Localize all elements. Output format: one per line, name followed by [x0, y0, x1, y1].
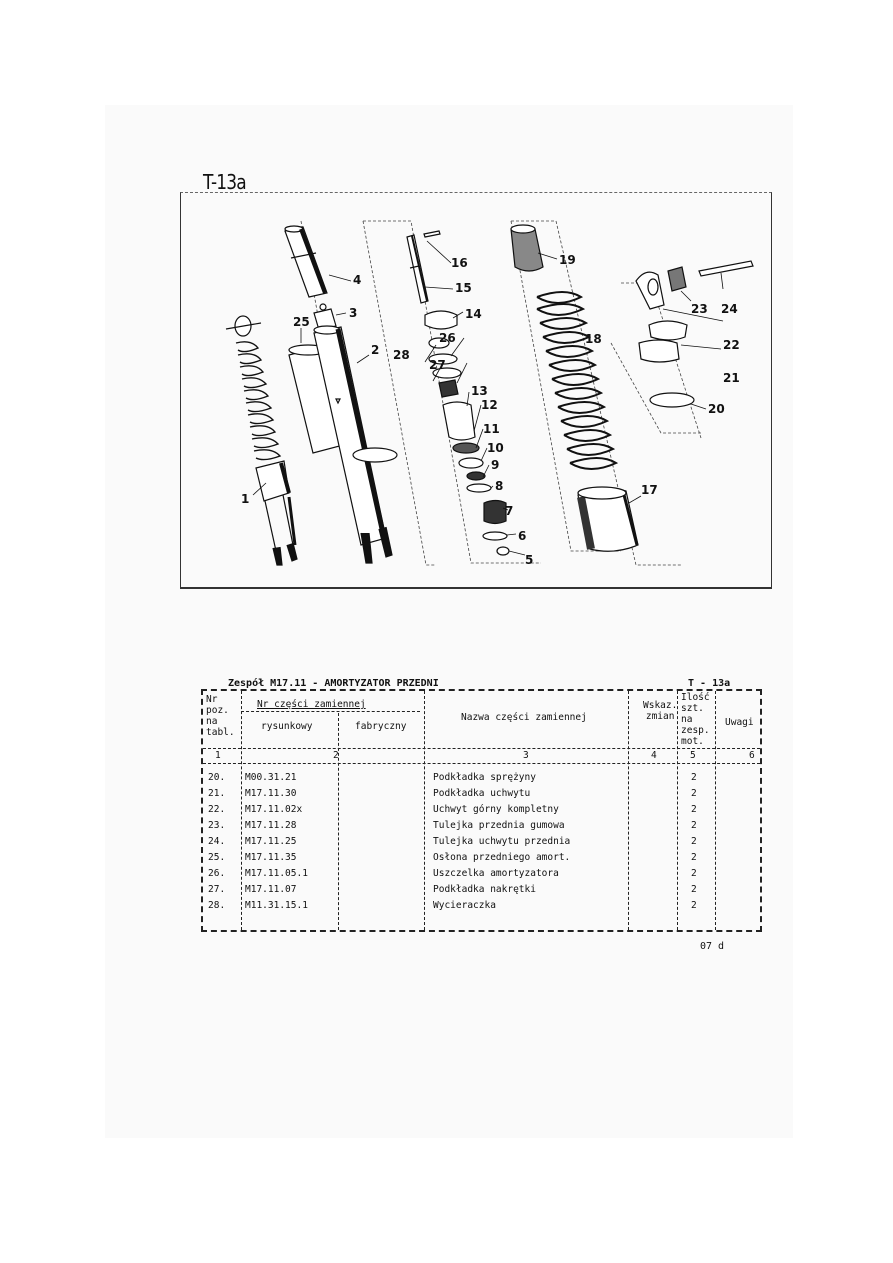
exploded-view-shock-absorber-diagram	[181, 193, 773, 590]
cell-part-name: Osłona przedniego amort.	[433, 852, 571, 863]
table-row	[203, 852, 760, 868]
callout-25: 25	[293, 315, 310, 329]
part-9-cone	[467, 472, 485, 480]
callout-15: 15	[455, 281, 472, 295]
header-drawing-no: rysunkowy	[261, 721, 313, 732]
cell-qty: 2	[691, 852, 697, 863]
subheader-divider	[241, 711, 420, 712]
cell-qty: 2	[691, 820, 697, 831]
callout-5: 5	[525, 553, 534, 567]
table-row	[203, 772, 760, 788]
header-divider	[203, 748, 760, 749]
cell-drawing-no: M11.31.15.1	[245, 900, 308, 911]
cell-qty: 2	[691, 868, 697, 879]
cell-part-name: Uchwyt górny kompletny	[433, 804, 559, 815]
cell-part-name: Tulejka przednia gumowa	[433, 820, 565, 831]
exploded-diagram-frame	[180, 192, 772, 589]
part-24-bolt	[699, 261, 753, 276]
callout-24: 24	[721, 302, 738, 316]
table-row	[203, 900, 760, 916]
cell-part-name: Podkładka sprężyny	[433, 772, 536, 783]
callout-27: 27	[429, 358, 446, 372]
part-21-bracket	[639, 340, 679, 362]
col-number: 5	[690, 750, 696, 761]
part-17-spring-cover	[578, 487, 638, 551]
cell-pos: 24.	[208, 836, 226, 847]
cell-drawing-no: M17.11.05.1	[245, 868, 308, 879]
callout-18: 18	[585, 332, 602, 346]
cell-drawing-no: M17.11.28	[245, 820, 297, 831]
cell-drawing-no: M17.11.35	[245, 852, 297, 863]
callout-8: 8	[495, 479, 504, 493]
table-row	[203, 820, 760, 836]
cell-drawing-no: M17.11.30	[245, 788, 297, 799]
callout-6: 6	[518, 529, 527, 543]
part-11-ring	[453, 443, 479, 453]
cell-pos: 20.	[208, 772, 226, 783]
callout-13: 13	[471, 384, 488, 398]
col-number: 6	[749, 750, 755, 761]
part-10-ring	[459, 458, 483, 468]
part-4-upper-tube	[285, 226, 327, 297]
part-8-washer	[467, 484, 491, 492]
callout-20: 20	[708, 402, 725, 416]
callout-1: 1	[241, 492, 250, 506]
cell-qty: 2	[691, 772, 697, 783]
col-number: 3	[523, 750, 529, 761]
part-6-circlip	[483, 532, 507, 540]
cell-part-name: Tulejka uchwytu przednia	[433, 836, 571, 847]
header-change-index: Wskaz. zmian	[643, 700, 678, 722]
cell-drawing-no: M17.11.25	[245, 836, 297, 847]
callout-7: 7	[505, 504, 514, 518]
cell-qty: 2	[691, 836, 697, 847]
part-19-rubber-bumper	[511, 225, 543, 271]
cell-part-name: Uszczelka amortyzatora	[433, 868, 559, 879]
col-number: 1	[215, 750, 221, 761]
part-12-sleeve	[443, 402, 475, 440]
part-18-spring	[537, 292, 616, 469]
table-row	[203, 884, 760, 900]
header-pos: Nr poz. na tabl.	[206, 694, 235, 738]
callout-10: 10	[487, 441, 504, 455]
part-20-washer	[650, 393, 694, 407]
cell-part-name: Podkładka uchwytu	[433, 788, 531, 799]
table-row	[203, 868, 760, 884]
part-13-guide	[439, 380, 458, 397]
callout-9: 9	[491, 458, 500, 472]
sheet-reference: T - 13a	[688, 678, 731, 689]
part-16-pin	[424, 231, 440, 237]
cell-pos: 28.	[208, 900, 226, 911]
part-14-piston	[425, 311, 457, 329]
callout-22: 22	[723, 338, 740, 352]
callout-11: 11	[483, 422, 500, 436]
cell-qty: 2	[691, 884, 697, 895]
callout-3: 3	[349, 306, 358, 320]
column-number-divider	[203, 763, 760, 764]
part-15-piston-rod	[407, 235, 428, 303]
cell-qty: 2	[691, 900, 697, 911]
parts-table	[201, 689, 762, 932]
table-row	[203, 804, 760, 820]
callout-4: 4	[353, 273, 362, 287]
header-factory-no: fabryczny	[355, 721, 407, 732]
callout-19: 19	[559, 253, 576, 267]
callout-28: 28	[393, 348, 410, 362]
cell-drawing-no: M17.11.02x	[245, 804, 303, 815]
callout-23: 23	[691, 302, 708, 316]
cell-pos: 27.	[208, 884, 226, 895]
callout-14: 14	[465, 307, 482, 321]
table-caption: Zespół M17.11 - AMORTYZATOR PRZEDNI	[228, 678, 439, 689]
figure-title: T-13a	[203, 170, 246, 194]
cell-pos: 26.	[208, 868, 226, 879]
callout-17: 17	[641, 483, 658, 497]
header-notes: Uwagi	[725, 717, 754, 728]
page-footer-code: 07 d	[700, 941, 725, 952]
part-1-complete-shock	[226, 316, 297, 565]
cell-drawing-no: M00.31.21	[245, 772, 297, 783]
header-part-name: Nazwa części zamiennej	[461, 712, 587, 723]
callout-16: 16	[451, 256, 468, 270]
col-number: 2	[333, 750, 339, 761]
col-number: 4	[651, 750, 657, 761]
part-5-nut	[497, 547, 509, 555]
callout-26: 26	[439, 331, 456, 345]
part-23-bushing	[668, 267, 686, 291]
cell-pos: 23.	[208, 820, 226, 831]
table-row	[203, 836, 760, 852]
header-part-number-group: Nr części zamiennej	[257, 699, 366, 710]
table-row	[203, 788, 760, 804]
cell-qty: 2	[691, 804, 697, 815]
header-quantity: Ilość szt. na zesp. mot.	[681, 692, 710, 747]
callout-21: 21	[723, 371, 740, 385]
cell-part-name: Podkładka nakrętki	[433, 884, 536, 895]
cell-pos: 21.	[208, 788, 226, 799]
part-7-valve	[484, 501, 506, 524]
cell-pos: 25.	[208, 852, 226, 863]
cell-qty: 2	[691, 788, 697, 799]
cell-drawing-no: M17.11.07	[245, 884, 297, 895]
cell-part-name: Wycieraczka	[433, 900, 496, 911]
cell-pos: 22.	[208, 804, 226, 815]
callout-2: 2	[371, 343, 380, 357]
callout-12: 12	[481, 398, 498, 412]
